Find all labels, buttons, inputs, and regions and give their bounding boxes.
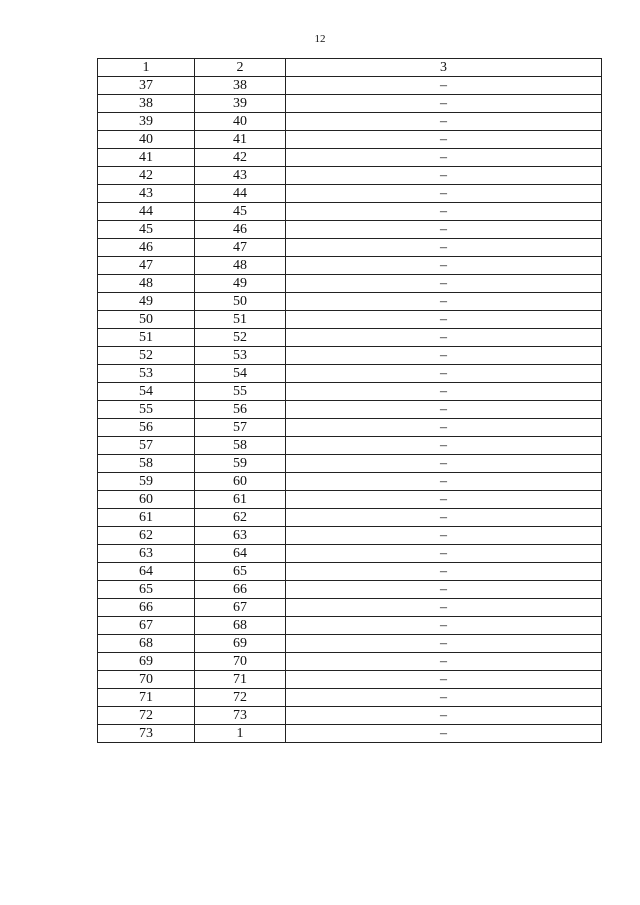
table-cell-col1: 51 bbox=[98, 329, 195, 347]
table-cell-col1: 44 bbox=[98, 203, 195, 221]
table-cell-col2: 53 bbox=[195, 347, 286, 365]
table-cell-col3: – bbox=[286, 545, 602, 563]
table-cell-col3: – bbox=[286, 527, 602, 545]
table-cell-col2: 44 bbox=[195, 185, 286, 203]
table-row bbox=[98, 599, 602, 617]
table-cell-col3: – bbox=[286, 113, 602, 131]
table-cell-col1: 48 bbox=[98, 275, 195, 293]
table-cell-col3: – bbox=[286, 635, 602, 653]
table-cell-col1: 56 bbox=[98, 419, 195, 437]
table-cell-col1: 63 bbox=[98, 545, 195, 563]
table-row bbox=[98, 707, 602, 725]
table-cell-col2: 1 bbox=[195, 725, 286, 743]
table-cell-col3: – bbox=[286, 707, 602, 725]
table-cell-col1: 71 bbox=[98, 689, 195, 707]
table-cell-col3: – bbox=[286, 95, 602, 113]
table-row bbox=[98, 419, 602, 437]
table-row bbox=[98, 617, 602, 635]
table-cell-col3: – bbox=[286, 455, 602, 473]
table-cell-col2: 58 bbox=[195, 437, 286, 455]
table-cell-col2: 46 bbox=[195, 221, 286, 239]
table-cell-col1: 64 bbox=[98, 563, 195, 581]
table-cell-col1: 68 bbox=[98, 635, 195, 653]
table-cell-col3: – bbox=[286, 167, 602, 185]
table-cell-col1: 43 bbox=[98, 185, 195, 203]
table-cell-col3: – bbox=[286, 383, 602, 401]
table-cell-col3: – bbox=[286, 671, 602, 689]
table-cell-col3: – bbox=[286, 131, 602, 149]
table-cell-col1: 69 bbox=[98, 653, 195, 671]
table-row bbox=[98, 509, 602, 527]
table-cell-col2: 45 bbox=[195, 203, 286, 221]
table-cell-col2: 47 bbox=[195, 239, 286, 257]
table-cell-col1: 72 bbox=[98, 707, 195, 725]
table-cell-col3: – bbox=[286, 419, 602, 437]
table-cell-col1: 41 bbox=[98, 149, 195, 167]
table-row bbox=[98, 221, 602, 239]
table-cell-col3: – bbox=[286, 275, 602, 293]
table-cell-col1: 57 bbox=[98, 437, 195, 455]
table-cell-col2: 57 bbox=[195, 419, 286, 437]
table-cell-col1: 66 bbox=[98, 599, 195, 617]
table-row bbox=[98, 545, 602, 563]
table-row bbox=[98, 113, 602, 131]
table-cell-col2: 56 bbox=[195, 401, 286, 419]
table-cell-col2: 73 bbox=[195, 707, 286, 725]
table-cell-col3: – bbox=[286, 149, 602, 167]
table-cell-col1: 67 bbox=[98, 617, 195, 635]
table-cell-col2: 43 bbox=[195, 167, 286, 185]
table-cell-col1: 38 bbox=[98, 95, 195, 113]
table-cell-col1: 73 bbox=[98, 725, 195, 743]
table-cell-col3: – bbox=[286, 311, 602, 329]
table-row bbox=[98, 563, 602, 581]
table-cell-col2: 41 bbox=[195, 131, 286, 149]
table-cell-col2: 38 bbox=[195, 77, 286, 95]
table-cell-col2: 54 bbox=[195, 365, 286, 383]
table-cell-col3: – bbox=[286, 329, 602, 347]
table-cell-col2: 65 bbox=[195, 563, 286, 581]
table-cell-col1: 65 bbox=[98, 581, 195, 599]
table-cell-col2: 42 bbox=[195, 149, 286, 167]
table-cell-col3: – bbox=[286, 293, 602, 311]
table-cell-col2: 63 bbox=[195, 527, 286, 545]
table-row bbox=[98, 203, 602, 221]
table-header-row bbox=[98, 59, 602, 77]
column-header-2: 2 bbox=[195, 59, 286, 77]
table-cell-col3: – bbox=[286, 77, 602, 95]
table-cell-col2: 49 bbox=[195, 275, 286, 293]
table-cell-col1: 53 bbox=[98, 365, 195, 383]
table-cell-col1: 39 bbox=[98, 113, 195, 131]
table-cell-col3: – bbox=[286, 239, 602, 257]
table-cell-col3: – bbox=[286, 617, 602, 635]
table-row bbox=[98, 275, 602, 293]
table-cell-col1: 61 bbox=[98, 509, 195, 527]
table-cell-col1: 70 bbox=[98, 671, 195, 689]
table-cell-col2: 69 bbox=[195, 635, 286, 653]
page-number: 12 bbox=[314, 33, 326, 45]
table-row bbox=[98, 671, 602, 689]
table-cell-col3: – bbox=[286, 599, 602, 617]
table-cell-col2: 50 bbox=[195, 293, 286, 311]
table-cell-col2: 40 bbox=[195, 113, 286, 131]
table-cell-col3: – bbox=[286, 491, 602, 509]
table-cell-col2: 55 bbox=[195, 383, 286, 401]
table-cell-col2: 59 bbox=[195, 455, 286, 473]
table-cell-col2: 60 bbox=[195, 473, 286, 491]
table-cell-col3: – bbox=[286, 689, 602, 707]
table-row bbox=[98, 527, 602, 545]
table-cell-col1: 52 bbox=[98, 347, 195, 365]
table-cell-col1: 47 bbox=[98, 257, 195, 275]
table-row bbox=[98, 167, 602, 185]
table-row bbox=[98, 401, 602, 419]
table-cell-col1: 49 bbox=[98, 293, 195, 311]
table-row bbox=[98, 725, 602, 743]
table-cell-col3: – bbox=[286, 185, 602, 203]
table-row bbox=[98, 491, 602, 509]
table-cell-col2: 62 bbox=[195, 509, 286, 527]
table-cell-col3: – bbox=[286, 203, 602, 221]
table-row bbox=[98, 347, 602, 365]
table-row bbox=[98, 581, 602, 599]
table-row bbox=[98, 95, 602, 113]
table-row bbox=[98, 689, 602, 707]
table-cell-col1: 62 bbox=[98, 527, 195, 545]
table-body bbox=[98, 77, 602, 743]
table-cell-col2: 64 bbox=[195, 545, 286, 563]
table-cell-col1: 58 bbox=[98, 455, 195, 473]
table-cell-col2: 68 bbox=[195, 617, 286, 635]
table-cell-col1: 59 bbox=[98, 473, 195, 491]
table-cell-col3: – bbox=[286, 365, 602, 383]
table-cell-col3: – bbox=[286, 725, 602, 743]
table-row bbox=[98, 293, 602, 311]
table-cell-col3: – bbox=[286, 437, 602, 455]
table-cell-col2: 48 bbox=[195, 257, 286, 275]
column-header-1: 1 bbox=[98, 59, 195, 77]
table-row bbox=[98, 77, 602, 95]
table-row bbox=[98, 635, 602, 653]
table-cell-col3: – bbox=[286, 221, 602, 239]
table-cell-col1: 54 bbox=[98, 383, 195, 401]
table-row bbox=[98, 311, 602, 329]
table-cell-col3: – bbox=[286, 563, 602, 581]
table-row bbox=[98, 239, 602, 257]
table-cell-col1: 60 bbox=[98, 491, 195, 509]
table-row bbox=[98, 185, 602, 203]
table-cell-col2: 51 bbox=[195, 311, 286, 329]
table-row bbox=[98, 131, 602, 149]
table-cell-col1: 55 bbox=[98, 401, 195, 419]
table-row bbox=[98, 365, 602, 383]
table-cell-col1: 42 bbox=[98, 167, 195, 185]
table-row bbox=[98, 257, 602, 275]
table-cell-col3: – bbox=[286, 473, 602, 491]
table-cell-col2: 71 bbox=[195, 671, 286, 689]
table-cell-col2: 61 bbox=[195, 491, 286, 509]
table-cell-col3: – bbox=[286, 257, 602, 275]
data-table bbox=[97, 58, 602, 743]
table-row bbox=[98, 149, 602, 167]
table-cell-col1: 46 bbox=[98, 239, 195, 257]
table-cell-col3: – bbox=[286, 581, 602, 599]
table-cell-col1: 40 bbox=[98, 131, 195, 149]
table-cell-col2: 52 bbox=[195, 329, 286, 347]
table-cell-col1: 37 bbox=[98, 77, 195, 95]
table-cell-col2: 67 bbox=[195, 599, 286, 617]
table-cell-col2: 39 bbox=[195, 95, 286, 113]
table-cell-col2: 66 bbox=[195, 581, 286, 599]
table-row bbox=[98, 455, 602, 473]
table-row bbox=[98, 473, 602, 491]
table-cell-col3: – bbox=[286, 509, 602, 527]
table-row bbox=[98, 653, 602, 671]
table-row bbox=[98, 329, 602, 347]
table-cell-col3: – bbox=[286, 401, 602, 419]
table-cell-col2: 70 bbox=[195, 653, 286, 671]
table-cell-col3: – bbox=[286, 653, 602, 671]
column-header-3: 3 bbox=[286, 59, 602, 77]
table-cell-col1: 45 bbox=[98, 221, 195, 239]
table-cell-col3: – bbox=[286, 347, 602, 365]
table-row bbox=[98, 383, 602, 401]
table-cell-col2: 72 bbox=[195, 689, 286, 707]
table-cell-col1: 50 bbox=[98, 311, 195, 329]
table-row bbox=[98, 437, 602, 455]
